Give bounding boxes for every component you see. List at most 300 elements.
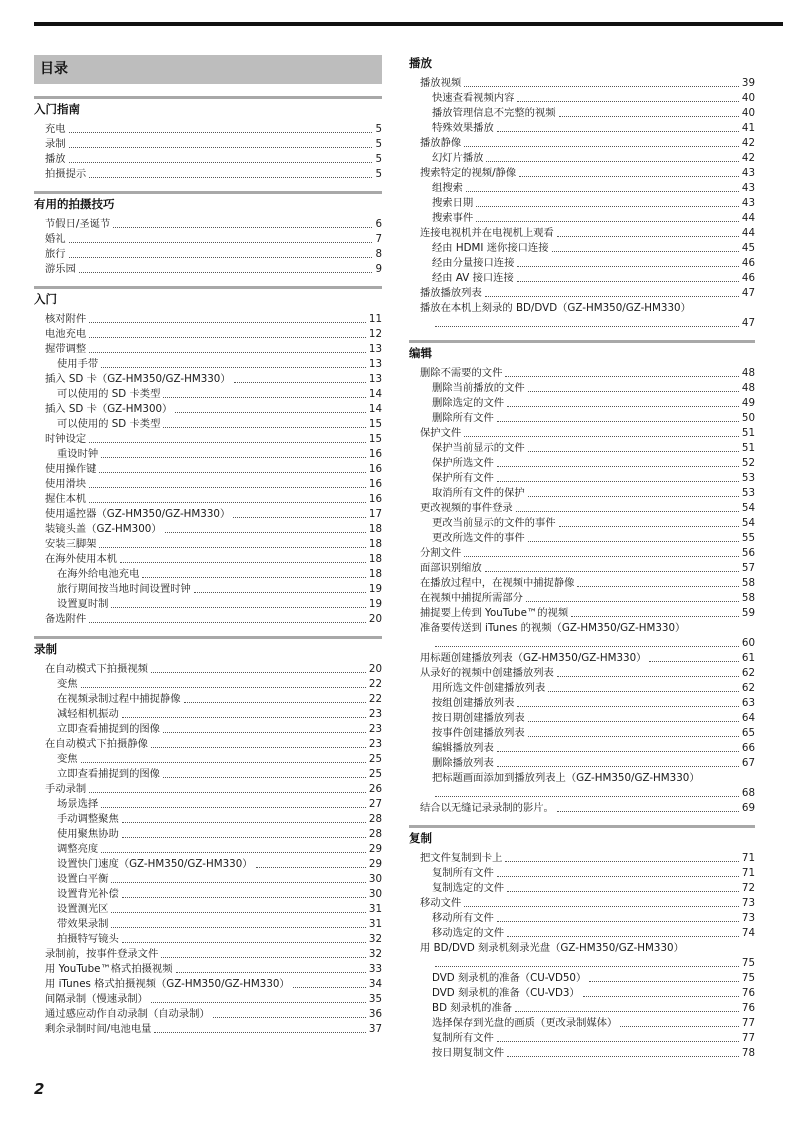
toc-entry[interactable] bbox=[34, 767, 382, 782]
toc-entry-label: 安装三脚架 bbox=[45, 538, 97, 550]
toc-entry[interactable] bbox=[409, 1046, 755, 1061]
dot-leader bbox=[507, 406, 739, 407]
toc-entry-page: 49 bbox=[741, 397, 755, 409]
toc-entry[interactable] bbox=[409, 91, 755, 106]
dot-leader bbox=[517, 281, 739, 282]
toc-entry[interactable] bbox=[409, 851, 755, 866]
toc-entry-label: 选择保存到光盘的画质（更改录制媒体） bbox=[432, 1017, 618, 1029]
toc-entry[interactable] bbox=[34, 842, 382, 857]
toc-entry[interactable] bbox=[409, 621, 755, 636]
dot-leader bbox=[464, 556, 739, 557]
dot-leader bbox=[122, 837, 366, 838]
toc-entry-label: 拍摄特写镜头 bbox=[57, 933, 119, 945]
toc-entry[interactable] bbox=[409, 911, 755, 926]
toc-entry[interactable] bbox=[34, 797, 382, 812]
toc-entry-page: 58 bbox=[741, 577, 755, 589]
dot-leader bbox=[69, 162, 373, 163]
dot-leader bbox=[175, 412, 366, 413]
toc-entry-label: 节假日/圣诞节 bbox=[45, 218, 111, 230]
toc-entry-page: 76 bbox=[741, 1002, 755, 1014]
toc-entry[interactable] bbox=[409, 196, 755, 211]
toc-entry-label: 在视频中捕捉所需部分 bbox=[420, 592, 523, 604]
toc-entry-list bbox=[34, 662, 382, 1037]
toc-entry[interactable] bbox=[409, 366, 755, 381]
toc-entry[interactable] bbox=[409, 866, 755, 881]
toc-entry[interactable] bbox=[34, 507, 382, 522]
toc-entry[interactable] bbox=[409, 681, 755, 696]
toc-entry-label: 更改视频的事件登录 bbox=[420, 502, 513, 514]
toc-entry-page: 13 bbox=[368, 358, 382, 370]
dot-leader bbox=[213, 1017, 366, 1018]
toc-entry-page: 5 bbox=[375, 123, 382, 135]
toc-entry[interactable] bbox=[34, 432, 382, 447]
dot-leader bbox=[151, 672, 366, 673]
toc-entry-page: 5 bbox=[375, 168, 382, 180]
toc-entry[interactable] bbox=[409, 396, 755, 411]
toc-entry-page: 5 bbox=[375, 153, 382, 165]
dot-leader bbox=[101, 457, 366, 458]
dot-leader bbox=[497, 481, 739, 482]
toc-entry[interactable] bbox=[34, 1022, 382, 1037]
toc-entry-label: 间隔录制（慢速录制） bbox=[45, 993, 148, 1005]
dot-leader bbox=[69, 242, 373, 243]
toc-entry[interactable] bbox=[34, 417, 382, 432]
toc-entry[interactable] bbox=[34, 262, 382, 277]
toc-entry-label: 立即查看捕捉到的图像 bbox=[57, 768, 160, 780]
toc-entry-label: 幻灯片播放 bbox=[432, 152, 484, 164]
toc-entry-page: 71 bbox=[741, 867, 755, 879]
toc-entry[interactable] bbox=[409, 1016, 755, 1031]
dot-leader bbox=[548, 691, 739, 692]
toc-entry[interactable] bbox=[34, 992, 382, 1007]
toc-entry-label: 更改所选文件的事件 bbox=[432, 532, 525, 544]
toc-entry-label: 使用滑块 bbox=[45, 478, 87, 490]
dot-leader bbox=[122, 717, 366, 718]
toc-entry[interactable] bbox=[409, 456, 755, 471]
toc-entry[interactable] bbox=[409, 211, 755, 226]
toc-entry[interactable] bbox=[409, 256, 755, 271]
toc-entry[interactable] bbox=[34, 677, 382, 692]
dot-leader bbox=[557, 811, 739, 812]
toc-entry-page: 66 bbox=[741, 742, 755, 754]
toc-entry-label: 特殊效果播放 bbox=[432, 122, 494, 134]
toc-entry-label: 使用操作键 bbox=[45, 463, 97, 475]
toc-entry[interactable] bbox=[34, 827, 382, 842]
toc-entry[interactable] bbox=[34, 887, 382, 902]
toc-entry[interactable] bbox=[409, 136, 755, 151]
dot-leader bbox=[122, 897, 366, 898]
toc-entry-label: 用所选文件创建播放列表 bbox=[432, 682, 546, 694]
dot-leader bbox=[111, 912, 365, 913]
toc-entry[interactable] bbox=[409, 226, 755, 241]
toc-entry-label: 旅行 bbox=[45, 248, 66, 260]
toc-entry[interactable] bbox=[34, 152, 382, 167]
toc-entry-label: 把文件复制到卡上 bbox=[420, 852, 503, 864]
dot-leader bbox=[111, 927, 365, 928]
toc-entry[interactable] bbox=[409, 926, 755, 941]
dot-leader bbox=[163, 732, 366, 733]
dot-leader bbox=[163, 427, 366, 428]
toc-entry-page: 31 bbox=[368, 918, 382, 930]
toc-entry-page: 71 bbox=[741, 852, 755, 864]
toc-entry-page: 30 bbox=[368, 888, 382, 900]
toc-entry[interactable] bbox=[34, 327, 382, 342]
toc-entry[interactable] bbox=[34, 247, 382, 262]
toc-entry-page: 47 bbox=[741, 317, 755, 329]
toc-entry[interactable] bbox=[34, 387, 382, 402]
toc-entry[interactable] bbox=[34, 217, 382, 232]
toc-entry-page: 75 bbox=[741, 957, 755, 969]
toc-entry-page: 57 bbox=[741, 562, 755, 574]
toc-entry[interactable] bbox=[34, 357, 382, 372]
toc-entry-page: 25 bbox=[368, 768, 382, 780]
toc-entry[interactable] bbox=[409, 441, 755, 456]
dot-leader bbox=[505, 376, 739, 377]
dot-leader bbox=[557, 236, 739, 237]
toc-entry[interactable] bbox=[409, 771, 755, 786]
toc-entry[interactable] bbox=[409, 711, 755, 726]
dot-leader bbox=[497, 466, 739, 467]
dot-leader bbox=[497, 876, 739, 877]
dot-leader bbox=[99, 547, 365, 548]
toc-entry-label: 复制所有文件 bbox=[432, 1032, 494, 1044]
dot-leader bbox=[163, 777, 366, 778]
toc-entry-page: 56 bbox=[741, 547, 755, 559]
toc-entry[interactable] bbox=[409, 881, 755, 896]
toc-entry[interactable] bbox=[34, 612, 382, 627]
toc-entry[interactable] bbox=[409, 501, 755, 516]
toc-entry[interactable] bbox=[409, 486, 755, 501]
dot-leader bbox=[507, 1056, 739, 1057]
toc-entry[interactable] bbox=[34, 312, 382, 327]
toc-entry-page: 16 bbox=[368, 448, 382, 460]
toc-entry[interactable] bbox=[34, 662, 382, 677]
toc-entry-label: 按日期复制文件 bbox=[432, 1047, 505, 1059]
toc-entry-label: 通过感应动作自动录制（自动录制） bbox=[45, 1008, 210, 1020]
toc-entry-label: 场景选择 bbox=[57, 798, 99, 810]
dot-leader bbox=[517, 101, 739, 102]
dot-leader bbox=[528, 736, 739, 737]
dot-leader bbox=[464, 436, 739, 437]
dot-leader bbox=[557, 676, 739, 677]
toc-entry-list bbox=[409, 76, 755, 331]
toc-entry-page: 62 bbox=[741, 682, 755, 694]
toc-entry-page: 51 bbox=[741, 442, 755, 454]
toc-entry-label: 保护当前显示的文件 bbox=[432, 442, 525, 454]
toc-entry-label: 核对附件 bbox=[45, 313, 87, 325]
toc-entry-label: DVD 刻录机的准备（CU-VD3） bbox=[432, 987, 580, 999]
toc-entry-label: 连接电视机并在电视机上观看 bbox=[420, 227, 554, 239]
toc-entry[interactable] bbox=[409, 411, 755, 426]
toc-entry-page: 13 bbox=[368, 373, 382, 385]
toc-entry-label: 保护文件 bbox=[420, 427, 462, 439]
section-title: 有用的拍摄技巧 bbox=[34, 197, 115, 211]
toc-left-column bbox=[34, 55, 382, 1046]
toc-entry-page: 29 bbox=[368, 858, 382, 870]
toc-entry-label: 搜索日期 bbox=[432, 197, 474, 209]
toc-entry-page: 19 bbox=[368, 583, 382, 595]
toc-entry[interactable] bbox=[34, 977, 382, 992]
dot-leader bbox=[464, 146, 739, 147]
toc-entry-list bbox=[34, 217, 382, 277]
toc-entry-page: 14 bbox=[368, 403, 382, 415]
toc-entry-label: 游乐园 bbox=[45, 263, 76, 275]
toc-entry-page: 9 bbox=[375, 263, 382, 275]
dot-leader bbox=[466, 191, 739, 192]
toc-entry[interactable] bbox=[34, 857, 382, 872]
dot-leader bbox=[485, 571, 739, 572]
toc-entry[interactable] bbox=[409, 151, 755, 166]
toc-entry-label: 使用手带 bbox=[57, 358, 99, 370]
toc-entry[interactable] bbox=[409, 106, 755, 121]
toc-entry-page: 53 bbox=[741, 472, 755, 484]
toc-entry[interactable] bbox=[34, 477, 382, 492]
toc-entry-label: 设置快门速度（GZ-HM350/GZ-HM330） bbox=[57, 858, 253, 870]
toc-entry[interactable] bbox=[409, 381, 755, 396]
toc-entry[interactable] bbox=[409, 516, 755, 531]
toc-entry-label: 设置白平衡 bbox=[57, 873, 109, 885]
toc-entry-label: BD 刻录机的准备 bbox=[432, 1002, 513, 1014]
toc-entry-page: 25 bbox=[368, 753, 382, 765]
dot-leader bbox=[435, 646, 739, 647]
toc-entry-label: 用标题创建播放列表（GZ-HM350/GZ-HM330） bbox=[420, 652, 647, 664]
toc-entry[interactable] bbox=[34, 552, 382, 567]
toc-entry-page: 44 bbox=[741, 227, 755, 239]
dot-leader bbox=[528, 721, 739, 722]
dot-leader bbox=[485, 296, 739, 297]
toc-entry-label: 分割文件 bbox=[420, 547, 462, 559]
toc-entry[interactable] bbox=[409, 576, 755, 591]
toc-entry-label: 取消所有文件的保护 bbox=[432, 487, 525, 499]
toc-entry-label: 播放管理信息不完整的视频 bbox=[432, 107, 556, 119]
toc-entry-page: 63 bbox=[741, 697, 755, 709]
dot-leader bbox=[69, 132, 373, 133]
toc-entry[interactable] bbox=[34, 582, 382, 597]
toc-section bbox=[34, 96, 382, 182]
toc-entry-label: 按组创建播放列表 bbox=[432, 697, 515, 709]
toc-entry[interactable] bbox=[409, 756, 755, 771]
toc-entry[interactable] bbox=[409, 121, 755, 136]
dot-leader bbox=[293, 987, 366, 988]
toc-entry[interactable] bbox=[409, 426, 755, 441]
section-title: 入门 bbox=[34, 292, 57, 306]
toc-entry-page: 47 bbox=[741, 287, 755, 299]
toc-entry[interactable] bbox=[409, 546, 755, 561]
toc-entry[interactable] bbox=[409, 471, 755, 486]
toc-entry[interactable] bbox=[409, 606, 755, 621]
toc-entry[interactable] bbox=[409, 726, 755, 741]
toc-entry-page: 45 bbox=[741, 242, 755, 254]
toc-entry-label: 快速查看视频内容 bbox=[432, 92, 515, 104]
dot-leader bbox=[435, 966, 739, 967]
toc-entry[interactable] bbox=[34, 567, 382, 582]
toc-entry-page: 40 bbox=[741, 107, 755, 119]
toc-entry-list bbox=[409, 366, 755, 816]
dot-leader bbox=[89, 352, 366, 353]
toc-entry-label: 立即查看捕捉到的图像 bbox=[57, 723, 160, 735]
toc-entry-label: 重设时钟 bbox=[57, 448, 99, 460]
toc-entry[interactable] bbox=[409, 181, 755, 196]
toc-section bbox=[409, 825, 755, 1061]
toc-entry-page: 68 bbox=[741, 787, 755, 799]
toc-entry-page: 31 bbox=[368, 903, 382, 915]
toc-entry[interactable] bbox=[409, 666, 755, 681]
toc-entry-page: 52 bbox=[741, 457, 755, 469]
toc-entry[interactable] bbox=[409, 286, 755, 301]
toc-entry[interactable] bbox=[34, 122, 382, 137]
toc-entry[interactable] bbox=[34, 692, 382, 707]
toc-entry-page: 77 bbox=[741, 1032, 755, 1044]
toc-entry[interactable] bbox=[409, 561, 755, 576]
toc-entry-label: 录制前，按事件登录文件 bbox=[45, 948, 159, 960]
toc-entry[interactable] bbox=[409, 741, 755, 756]
toc-entry-page: 23 bbox=[368, 708, 382, 720]
toc-entry-page: 50 bbox=[741, 412, 755, 424]
toc-entry-page: 15 bbox=[368, 418, 382, 430]
toc-entry[interactable] bbox=[34, 232, 382, 247]
toc-entry[interactable] bbox=[409, 531, 755, 546]
toc-entry-label: 删除不需要的文件 bbox=[420, 367, 503, 379]
dot-leader bbox=[165, 532, 366, 533]
toc-entry[interactable] bbox=[409, 1031, 755, 1046]
dot-leader bbox=[89, 177, 372, 178]
toc-entry-label: 准备要传送到 iTunes 的视频（GZ-HM350/GZ-HM330） bbox=[420, 622, 686, 634]
toc-entry[interactable] bbox=[409, 1001, 755, 1016]
toc-entry-label: 播放静像 bbox=[420, 137, 462, 149]
toc-entry[interactable] bbox=[34, 752, 382, 767]
section-title: 录制 bbox=[34, 642, 57, 656]
toc-entry-page: 76 bbox=[741, 987, 755, 999]
toc-entry[interactable] bbox=[34, 167, 382, 182]
toc-entry-page: 75 bbox=[741, 972, 755, 984]
toc-entry[interactable] bbox=[409, 591, 755, 606]
toc-entry[interactable] bbox=[409, 801, 755, 816]
toc-entry-page: 6 bbox=[375, 218, 382, 230]
toc-entry-page: 13 bbox=[368, 343, 382, 355]
toc-entry-page: 35 bbox=[368, 993, 382, 1005]
toc-entry-page: 42 bbox=[741, 152, 755, 164]
dot-leader bbox=[497, 921, 739, 922]
toc-entry-label: 备选附件 bbox=[45, 613, 87, 625]
toc-entry[interactable] bbox=[34, 782, 382, 797]
toc-entry-label: 电池充电 bbox=[45, 328, 87, 340]
dot-leader bbox=[79, 272, 373, 273]
toc-entry[interactable] bbox=[409, 956, 755, 971]
toc-entry-page: 59 bbox=[741, 607, 755, 619]
toc-entry-label: 复制所有文件 bbox=[432, 867, 494, 879]
toc-entry-page: 23 bbox=[368, 723, 382, 735]
toc-entry-label: 设置夏时制 bbox=[57, 598, 109, 610]
toc-entry-page: 36 bbox=[368, 1008, 382, 1020]
dot-leader bbox=[89, 337, 366, 338]
toc-entry-label: 手动调整聚焦 bbox=[57, 813, 119, 825]
toc-entry[interactable] bbox=[409, 971, 755, 986]
dot-leader bbox=[163, 397, 366, 398]
toc-entry-list bbox=[34, 122, 382, 182]
toc-entry[interactable] bbox=[409, 316, 755, 331]
toc-entry-label: 面部识别缩放 bbox=[420, 562, 482, 574]
toc-entry-page: 61 bbox=[741, 652, 755, 664]
toc-entry-label: 装镜头盖（GZ-HM300） bbox=[45, 523, 162, 535]
dot-leader bbox=[99, 472, 365, 473]
toc-entry[interactable] bbox=[34, 707, 382, 722]
toc-entry-page: 67 bbox=[741, 757, 755, 769]
toc-entry[interactable] bbox=[409, 986, 755, 1001]
toc-entry[interactable] bbox=[34, 1007, 382, 1022]
toc-entry[interactable] bbox=[34, 402, 382, 417]
toc-entry[interactable] bbox=[34, 447, 382, 462]
toc-entry[interactable] bbox=[34, 812, 382, 827]
toc-entry[interactable] bbox=[34, 722, 382, 737]
toc-entry[interactable] bbox=[34, 137, 382, 152]
toc-entry[interactable] bbox=[409, 271, 755, 286]
toc-entry[interactable] bbox=[34, 902, 382, 917]
toc-entry[interactable] bbox=[409, 76, 755, 91]
top-rule bbox=[34, 22, 783, 26]
toc-entry[interactable] bbox=[409, 896, 755, 911]
toc-entry[interactable] bbox=[409, 696, 755, 711]
toc-entry[interactable] bbox=[34, 522, 382, 537]
toc-entry[interactable] bbox=[34, 342, 382, 357]
toc-entry-label: 保护所选文件 bbox=[432, 457, 494, 469]
toc-entry[interactable] bbox=[409, 301, 755, 316]
dot-leader bbox=[497, 421, 739, 422]
toc-entry-label: 在视频录制过程中捕捉静像 bbox=[57, 693, 181, 705]
toc-entry[interactable] bbox=[34, 947, 382, 962]
toc-entry[interactable] bbox=[34, 872, 382, 887]
toc-entry[interactable] bbox=[34, 962, 382, 977]
section-title: 入门指南 bbox=[34, 102, 80, 116]
toc-entry[interactable] bbox=[34, 597, 382, 612]
toc-entry[interactable] bbox=[34, 372, 382, 387]
toc-entry-label: 播放视频 bbox=[420, 77, 462, 89]
toc-entry-label: 婚礼 bbox=[45, 233, 66, 245]
toc-entry[interactable] bbox=[409, 786, 755, 801]
toc-entry-page: 39 bbox=[741, 77, 755, 89]
dot-leader bbox=[69, 257, 373, 258]
dot-leader bbox=[497, 1041, 739, 1042]
toc-entry-page: 29 bbox=[368, 843, 382, 855]
toc-entry[interactable] bbox=[34, 917, 382, 932]
toc-entry[interactable] bbox=[409, 651, 755, 666]
dot-leader bbox=[497, 766, 739, 767]
toc-entry[interactable] bbox=[34, 737, 382, 752]
toc-entry-page: 43 bbox=[741, 197, 755, 209]
toc-entry[interactable] bbox=[409, 941, 755, 956]
dot-leader bbox=[620, 1026, 739, 1027]
toc-entry[interactable] bbox=[34, 462, 382, 477]
toc-entry[interactable] bbox=[34, 537, 382, 552]
section-title: 复制 bbox=[409, 831, 432, 845]
toc-entry-page: 72 bbox=[741, 882, 755, 894]
toc-entry-label: 手动录制 bbox=[45, 783, 87, 795]
toc-entry-page: 7 bbox=[375, 233, 382, 245]
toc-entry[interactable] bbox=[409, 241, 755, 256]
toc-entry[interactable] bbox=[409, 636, 755, 651]
toc-entry-label: 时钟设定 bbox=[45, 433, 87, 445]
toc-entry[interactable] bbox=[34, 492, 382, 507]
toc-entry-label: 经由 AV 接口连接 bbox=[432, 272, 514, 284]
toc-entry[interactable] bbox=[409, 166, 755, 181]
dot-leader bbox=[111, 607, 365, 608]
toc-entry-page: 41 bbox=[741, 122, 755, 134]
toc-entry-page: 11 bbox=[368, 313, 382, 325]
toc-entry-page: 19 bbox=[368, 598, 382, 610]
toc-entry[interactable] bbox=[34, 932, 382, 947]
toc-entry-page: 37 bbox=[368, 1023, 382, 1035]
toc-entry-page: 54 bbox=[741, 502, 755, 514]
toc-entry-page: 53 bbox=[741, 487, 755, 499]
